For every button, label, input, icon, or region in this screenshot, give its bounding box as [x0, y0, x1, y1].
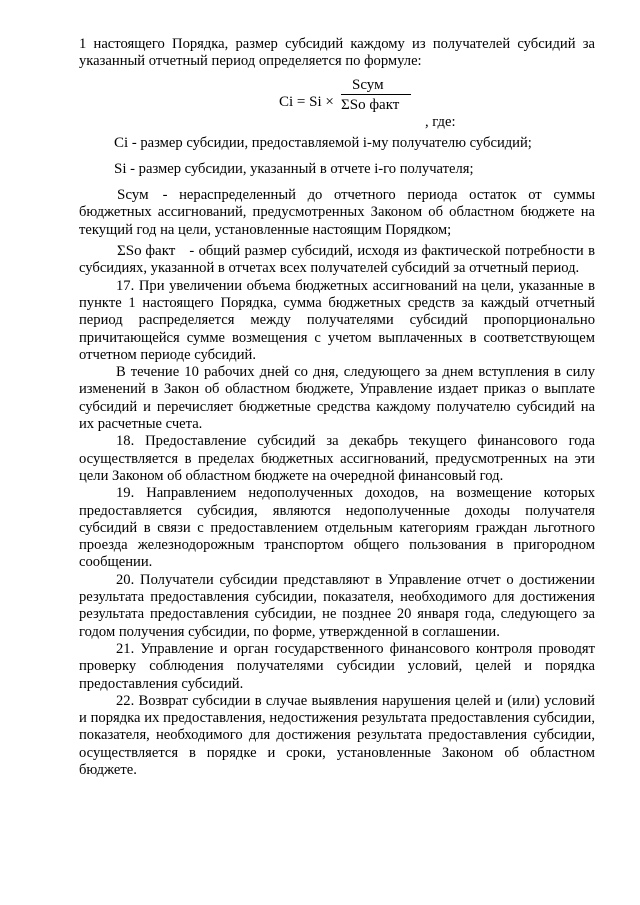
formula: [79, 73, 595, 131]
fraction-bar: [341, 94, 411, 95]
paragraph-17-2: В течение 10 рабочих дней со дня, следующего за днем вступления в силу изменений в Закон об областном бюджете, Управление издает приказ о выплате субсидий и перечисляет бюджетные средства каждому получателю субсидий на их расчетные счета.: [79, 364, 595, 433]
def-symbol: Si: [114, 160, 127, 177]
formula-denominator: ΣSо факт: [341, 96, 400, 113]
paragraph-19: 19. Направлением недополученных доходов, на возмещение которых предоставляется субсидия, являются недополученные доходы получателя субсидий в связи с предоставлением отдельным категориям граждан льготного проезда железнодорожным транспортом общего пользования в пригородном сообщении.: [79, 485, 595, 571]
def-sofact: [79, 243, 595, 278]
def-symbol: Sсум: [117, 187, 149, 204]
def-ci: [79, 135, 595, 152]
paragraph-21: 21. Управление и орган государственного финансового контроля проводят проверку соблюдения получателями субсидии условий, целей и порядка предоставления субсидий.: [79, 640, 595, 692]
paragraph-18: 18. Предоставление субсидий за декабрь текущего финансового года осуществляется в пределах бюджетных ассигнований, предусмотренных на эти цели Законом об областном бюджете на очередной финансовый год.: [79, 433, 595, 484]
def-text: - размер субсидии, предоставляемой i-му получателю субсидий;: [131, 134, 532, 151]
def-si: [79, 161, 595, 178]
paragraph-20: 20. Получатели субсидии представляют в Управление отчет о достижении результата предоставления субсидии, показателя, необходимого для достижения результата предоставления субсидии, не позднее 20 января года, следующего за годом получения субсидии, по форме, утвержденной в соглашении.: [79, 571, 595, 640]
formula-where: , где:: [425, 113, 456, 130]
def-text: - размер субсидии, указанный в отчете i-го получателя;: [130, 160, 474, 177]
def-text: - общий размер субсидий, исходя из фактической потребности в субсидиях, указанной в отчетах всех получателей субсидий за отчетный период.: [79, 243, 595, 277]
paragraph-22: 22. Возврат субсидии в случае выявления нарушения целей и (или) условий и порядка их предоставления, недостижения результата предоставления субсидии, показателя, необходимого для достижения результата предоставления субсидии, осуществляется в порядке и сроки, установленные Законом об областном бюджете.: [79, 692, 595, 778]
formula-numerator: Sсум: [352, 76, 384, 93]
paragraph-17: 17. При увеличении объема бюджетных ассигнований на цели, указанные в пункте 1 настоящего Порядка, сумма бюджетных средств за каждый отчетный период распределяется между получателями субсидий пропорционально причитающейся сумме возмещения с учетом выплаченных в соответствующем отчетном периоде субсидий.: [79, 277, 595, 363]
formula-lhs: Ci = Si ×: [279, 93, 334, 110]
def-ssum: [79, 187, 595, 239]
def-text: - нераспределенный до отчетного периода остаток от суммы бюджетных ассигнований, предусмотренных Законом об областном бюджете на текущий год на цели, установленные настоящим Порядком;: [79, 187, 595, 238]
intro-text: 1 настоящего Порядка, размер субсидий каждому из получателей субсидий за указанный отчетный период определяется по формуле:: [79, 36, 595, 70]
def-symbol: Ci: [114, 134, 129, 151]
def-symbol: ΣSо факт: [117, 243, 176, 260]
document-page: [79, 36, 595, 779]
